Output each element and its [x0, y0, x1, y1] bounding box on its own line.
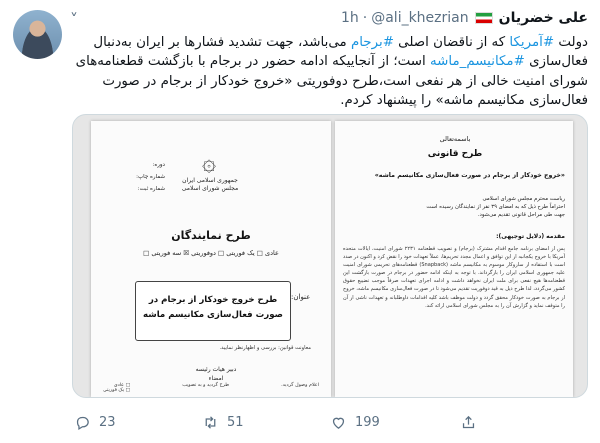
- tweet-text-suffix: می‌باشد، جهت تشدید فشارها بر ایران به‌دنبال فعال‌سازی: [93, 35, 588, 70]
- tweet-text-middle: که از ناقضان اصلی: [393, 35, 510, 50]
- doc-sub-note: معاونت قوانین: بررسی و اظهارنظر نمایید.: [219, 345, 311, 351]
- author-handle[interactable]: @ali_khezrian: [371, 10, 469, 26]
- doc-title: طرح نمایندگان: [171, 229, 251, 242]
- doc-intro-heading: مقدمه (دلایل توجیهی):: [496, 233, 565, 240]
- doc-title-box: [135, 281, 291, 341]
- share-icon: [460, 414, 477, 431]
- tweet-media[interactable]: [72, 114, 588, 398]
- retweet-button[interactable]: [202, 412, 244, 432]
- tweet-text-prefix: دولت: [554, 35, 588, 50]
- like-icon: [330, 414, 347, 431]
- tweet-header: [341, 8, 588, 28]
- retweet-icon: [202, 414, 219, 431]
- doc-meta-line: شماره چاپ:: [136, 174, 165, 180]
- doc-footer-item: طرح گردید و به تصویب: [182, 383, 230, 388]
- hashtag-barjam[interactable]: #برجام: [350, 35, 394, 50]
- reply-count: 23: [99, 414, 116, 430]
- doc-urgency-checkboxes: عادی □ یک فوریتی □ دوفوریتی ☒ سه فوریتی □: [143, 249, 279, 257]
- author-name[interactable]: علی خضریان: [498, 10, 588, 26]
- more-icon[interactable]: ˅: [70, 10, 79, 29]
- like-count: 199: [355, 414, 380, 430]
- tweet-time[interactable]: 1h: [340, 10, 359, 26]
- hashtag-snapback[interactable]: #مکانیسم_ماشه: [429, 54, 525, 70]
- doc-meta: [105, 159, 165, 195]
- document-page-text: [335, 121, 573, 397]
- doc-address: ریاست محترم مجلس شورای اسلامی احتراماً طرح ذیل که به امضای ۳۹ نفر از نمایندگان رسیده است جهت طی مراحل قانونی تقدیم می‌شود.: [426, 196, 565, 218]
- retweet-count: 51: [227, 414, 244, 430]
- doc-right-title: طرح قانونی: [427, 149, 483, 159]
- avatar[interactable]: [13, 10, 62, 59]
- share-button[interactable]: [460, 412, 477, 432]
- reply-icon: [74, 414, 91, 431]
- doc-bismillah: باسمه‌تعالی: [439, 135, 471, 143]
- doc-subject: «خروج خودکار از برجام در صورت فعال‌سازی مکانیسم ماشه»: [374, 172, 565, 179]
- doc-footer-item: اعلام وصول گردید.: [281, 383, 319, 388]
- tweet-text: [68, 33, 588, 110]
- like-button[interactable]: [330, 412, 380, 432]
- iran-flag-icon: [475, 12, 493, 24]
- doc-boxed-title: طرح خروج خودکار از برجام در صورت فعال‌سازی مکانیسم ماشه: [143, 295, 283, 320]
- doc-org: جمهوری اسلامی ایران مجلس شورای اسلامی: [181, 177, 239, 192]
- doc-intro-paragraph: پس از امضای برنامه جامع اقدام مشترک (برجام) و تصویب قطعنامه ۲۲۳۱ شورای امنیت، ایالات متحده آمریکا با خروج یکجانبه از این توافق و اعمال مجدد تحریم‌ها، عملاً تعهدات خود را نقض کرد و اکنون در صدد است با استفاده از سازوکار موسوم به مکانیسم ماشه (Snapback) قطعنامه‌های تحریمی شورای امنیت علیه جمهوری اسلامی ایران را بازگرداند. با توجه به اینکه ادامه حضور در برجام در صورت بازگشت این قطعنامه‌ها هیچ نفعی برای ملت ایران نخواهد داشت و ادامه اجرای تعهدات صرفاً موجب تضییع حقوق کشور می‌گردد، لذا طرح ذیل به قید دوفوریت تقدیم می‌شود تا در صورت فعال‌سازی مکانیسم ماشه، خروج از برجام به صورت خودکار محقق گردد و دولت موظف باشد کلیه اقدامات داوطلبانه و تعهدات ناشی از آن را متوقف نماید و گزارش آن را به مجلس شورای اسلامی ارائه کند.: [343, 246, 565, 309]
- doc-footer-item: □ عادی □ یک فوریتی: [103, 383, 131, 393]
- iran-emblem-icon: ۞: [201, 148, 217, 176]
- doc-signature: دبیر هیات رئیسه امضاء: [195, 366, 237, 382]
- doc-meta-line: شماره ثبت:: [137, 186, 165, 192]
- hashtag-america[interactable]: #آمریکا: [509, 35, 555, 50]
- tweet-actions: [72, 412, 588, 432]
- doc-footer: [103, 383, 319, 397]
- separator: ·: [362, 10, 368, 26]
- document-page-cover: [91, 121, 331, 397]
- doc-onvan-label: عنوان:: [291, 293, 311, 301]
- tweet-text-rest: است؛ از آنجاییکه ادامه حضور در برجام با بازگشت قطعنامه‌های شورای امنیت خالی از هر نفعی است،طرح دوفوریتی «خروج خودکار از برجام در صورت فعال‌سازی مکانیسم ماشه» را پیشنهاد کردم.: [75, 54, 588, 108]
- reply-button[interactable]: [74, 412, 116, 432]
- doc-meta-line: دوره:: [152, 162, 165, 168]
